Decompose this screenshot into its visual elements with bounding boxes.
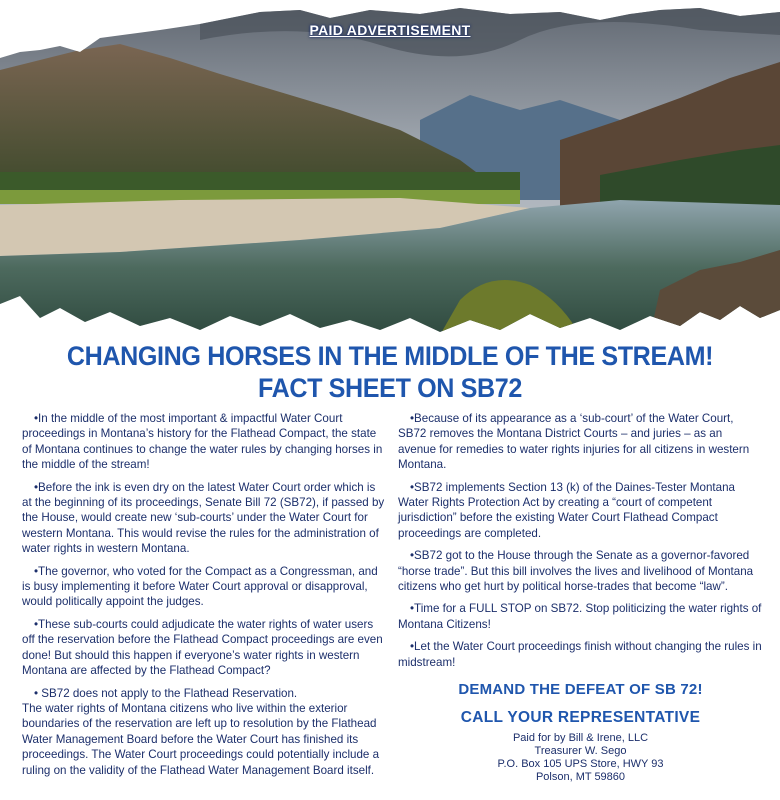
paid-for-line: Polson, MT 59860 — [535, 771, 626, 784]
paragraph: • SB72 does not apply to the Flathead Reservation. — [34, 686, 298, 700]
paragraph: •SB72 got to the House through the Senate as a governor-favored “horse trade”. But this bill involves the lives and livelihood of Montana citizens who get hurt by political horse-trades that become “law”. — [398, 549, 754, 594]
paragraph: •These sub-courts could adjudicate the water rights of water users off the reservation before the Flathead Compact proceedings are even done! But should this happen if everyone’s water rights in western Montana are affected by the Flathead Compact? — [22, 617, 383, 678]
paid-advertisement-label: PAID ADVERTISEMENT — [309, 22, 471, 38]
paid-for-disclaimer — [398, 732, 763, 784]
paragraph: •Let the Water Court proceedings finish without changing the rules in midstream! — [398, 640, 762, 669]
paragraph: •In the middle of the most important & impactful Water Court proceedings in Montana’s history for the Flathead Compact, the state of Montana continues to change the water rules by changing horses in the middle of the stream! — [22, 412, 383, 472]
paragraph: •Time for a FULL STOP on SB72. Stop politicizing the water rights of Montana Citizens! — [398, 602, 762, 631]
paragraph: •The governor, who voted for the Compact as a Congressman, and is busy implementing it before Water Court approval or disapproval, would politically appoint the judges. — [22, 564, 378, 609]
demand-defeat-heading: DEMAND THE DEFEAT OF SB 72! — [458, 681, 703, 699]
headline-line-2: FACT SHEET ON SB72 — [257, 373, 522, 403]
paragraph: •Because of its appearance as a ‘sub-court’ of the Water Court, SB72 removes the Montana District Courts – and juries – as an avenue for remedies to water rights injuries for all citizens in western Montana. — [398, 412, 750, 472]
left-column — [22, 411, 385, 785]
paid-for-line: Paid for by Bill & Irene, LLC — [512, 732, 649, 745]
right-column — [398, 411, 763, 784]
call-representative-heading: CALL YOUR REPRESENTATIVE — [460, 709, 701, 727]
paragraph: •SB72 implements Section 13 (k) of the Daines-Tester Montana Water Rights Protection Act by creating a “court of competent jurisdiction” before the existing Water Court Flathead Compact proceedings are completed. — [398, 480, 735, 540]
paid-for-line: Treasurer W. Sego — [534, 745, 627, 758]
river-landscape-photo — [0, 0, 780, 335]
headline-line-1: CHANGING HORSES IN THE MIDDLE OF THE STREAM! — [66, 341, 714, 371]
paragraph: The water rights of Montana citizens who live within the exterior boundaries of the reservation are left up to resolution by the Flathead Water Management Board before the Water Court has finished its proceedings. The Water Court proceedings could potentially include a ruling on the validity of the Flathead Water Management Board itself. — [22, 701, 380, 777]
paid-for-line: P.O. Box 105 UPS Store, HWY 93 — [497, 758, 664, 771]
paragraph: •Before the ink is even dry on the latest Water Court order which is at the beginning of its proceedings, Senate Bill 72 (SB72), if passed by the House, would create new ‘sub-courts’ under the Water Court for western Montana. This would revise the rules for the administration of water rights in western Montana. — [22, 480, 385, 556]
headline — [27, 340, 752, 404]
